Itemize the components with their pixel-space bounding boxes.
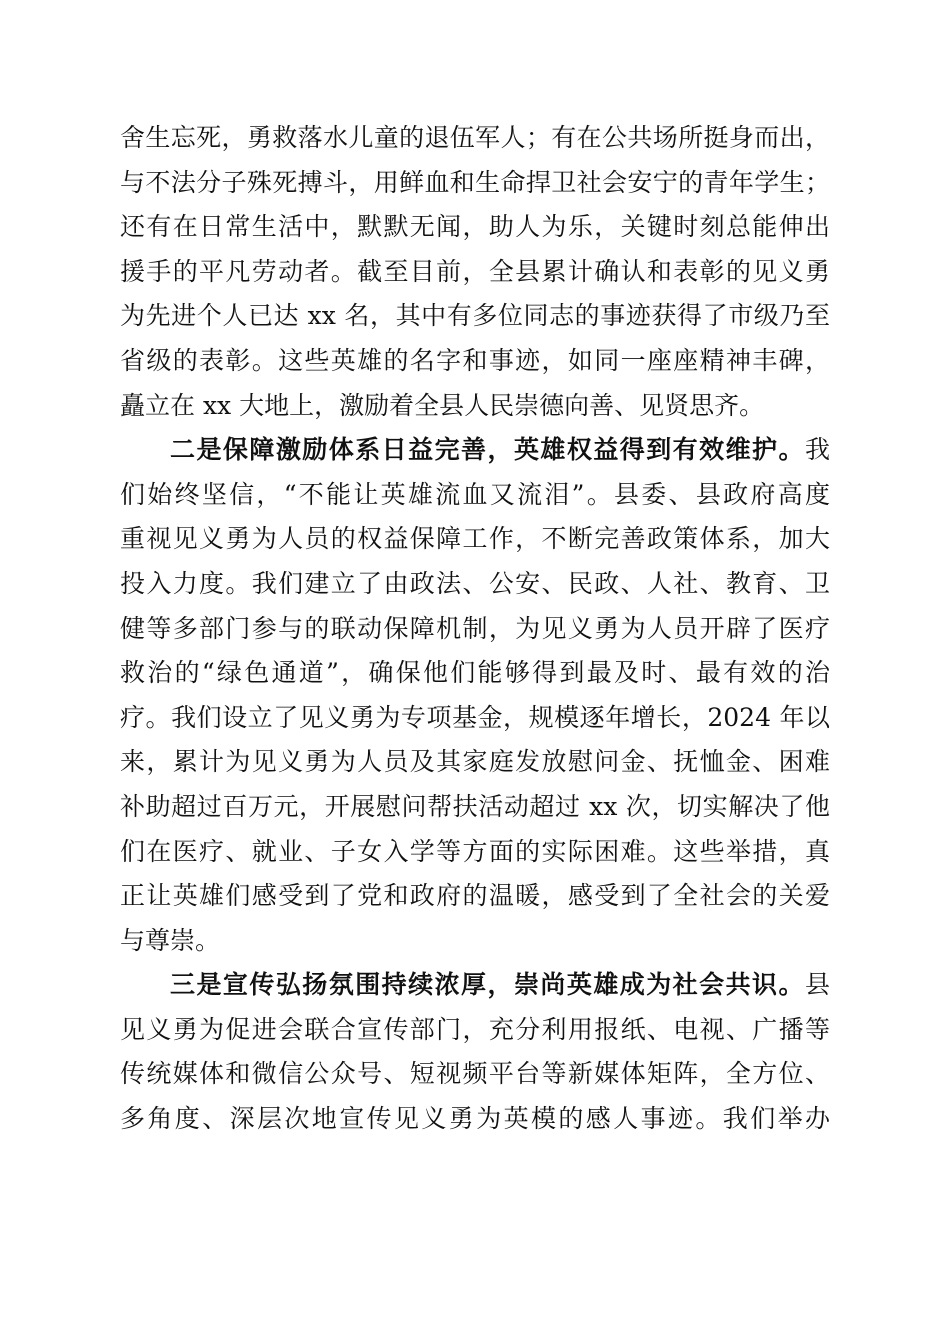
text-line: 援手的平凡劳动者。截至目前，全县累计确认和表彰的见义勇 (120, 256, 830, 286)
text-line: 省级的表彰。这些英雄的名字和事迹，如同一座座精神丰碑， (120, 345, 830, 375)
paragraph-first-line (120, 428, 830, 473)
text-run: 县 (804, 970, 830, 1000)
text-line: 与不法分子殊死搏斗，用鲜血和生命捍卫社会安宁的青年学生； (120, 167, 830, 197)
paragraph-2 (120, 428, 830, 963)
text-line: 们在医疗、就业、子女入学等方面的实际困难。这些举措，真 (120, 836, 830, 866)
text-line: 还有在日常生活中，默默无闻，助人为乐，关键时刻总能伸出 (120, 212, 830, 242)
text-line: 投入力度。我们建立了由政法、公安、民政、人社、教育、卫 (120, 568, 830, 598)
text-line: 救治的“绿色通道”，确保他们能够得到最及时、最有效的治 (120, 658, 830, 688)
paragraph-first-line (120, 963, 830, 1008)
text-line: 见义勇为促进会联合宣传部门，充分利用报纸、电视、广播等 (120, 1014, 830, 1044)
text-line: 为先进个人已达 xx 名，其中有多位同志的事迹获得了市级乃至 (120, 301, 830, 331)
text-line: 补助超过百万元，开展慰问帮扶活动超过 xx 次，切实解决了他 (120, 791, 830, 821)
text-line: 舍生忘死，勇救落水儿童的退伍军人；有在公共场所挺身而出， (120, 123, 830, 152)
text-line: 来，累计为见义勇为人员及其家庭发放慰问金、抚恤金、困难 (120, 747, 830, 777)
paragraph-heading: 二是保障激励体系日益完善，英雄权益得到有效维护。 (170, 435, 805, 465)
paragraph-3 (120, 963, 830, 1141)
paragraph-1 (120, 116, 830, 428)
text-run: 我 (804, 435, 830, 465)
text-line: 与尊崇。 (120, 925, 221, 955)
text-line: 多角度、深层次地宣传见义勇为英模的感人事迹。我们举办 (120, 1104, 830, 1134)
paragraph-heading: 三是宣传弘扬氛围持续浓厚，崇尚英雄成为社会共识。 (170, 970, 805, 1000)
text-line: 正让英雄们感受到了党和政府的温暖，感受到了全社会的关爱 (120, 881, 830, 911)
text-line: 们始终坚信，“不能让英雄流血又流泪”。县委、县政府高度 (120, 479, 830, 509)
text-line: 健等多部门参与的联动保障机制，为见义勇为人员开辟了医疗 (120, 613, 830, 643)
text-line: 传统媒体和微信公众号、短视频平台等新媒体矩阵，全方位、 (120, 1059, 830, 1089)
text-line: 疗。我们设立了见义勇为专项基金，规模逐年增长，2024 年以 (120, 702, 830, 732)
text-line: 重视见义勇为人员的权益保障工作，不断完善政策体系，加大 (120, 524, 830, 554)
document-body (120, 116, 830, 1142)
text-line: 矗立在 xx 大地上，激励着全县人民崇德向善、见贤思齐。 (120, 390, 765, 420)
